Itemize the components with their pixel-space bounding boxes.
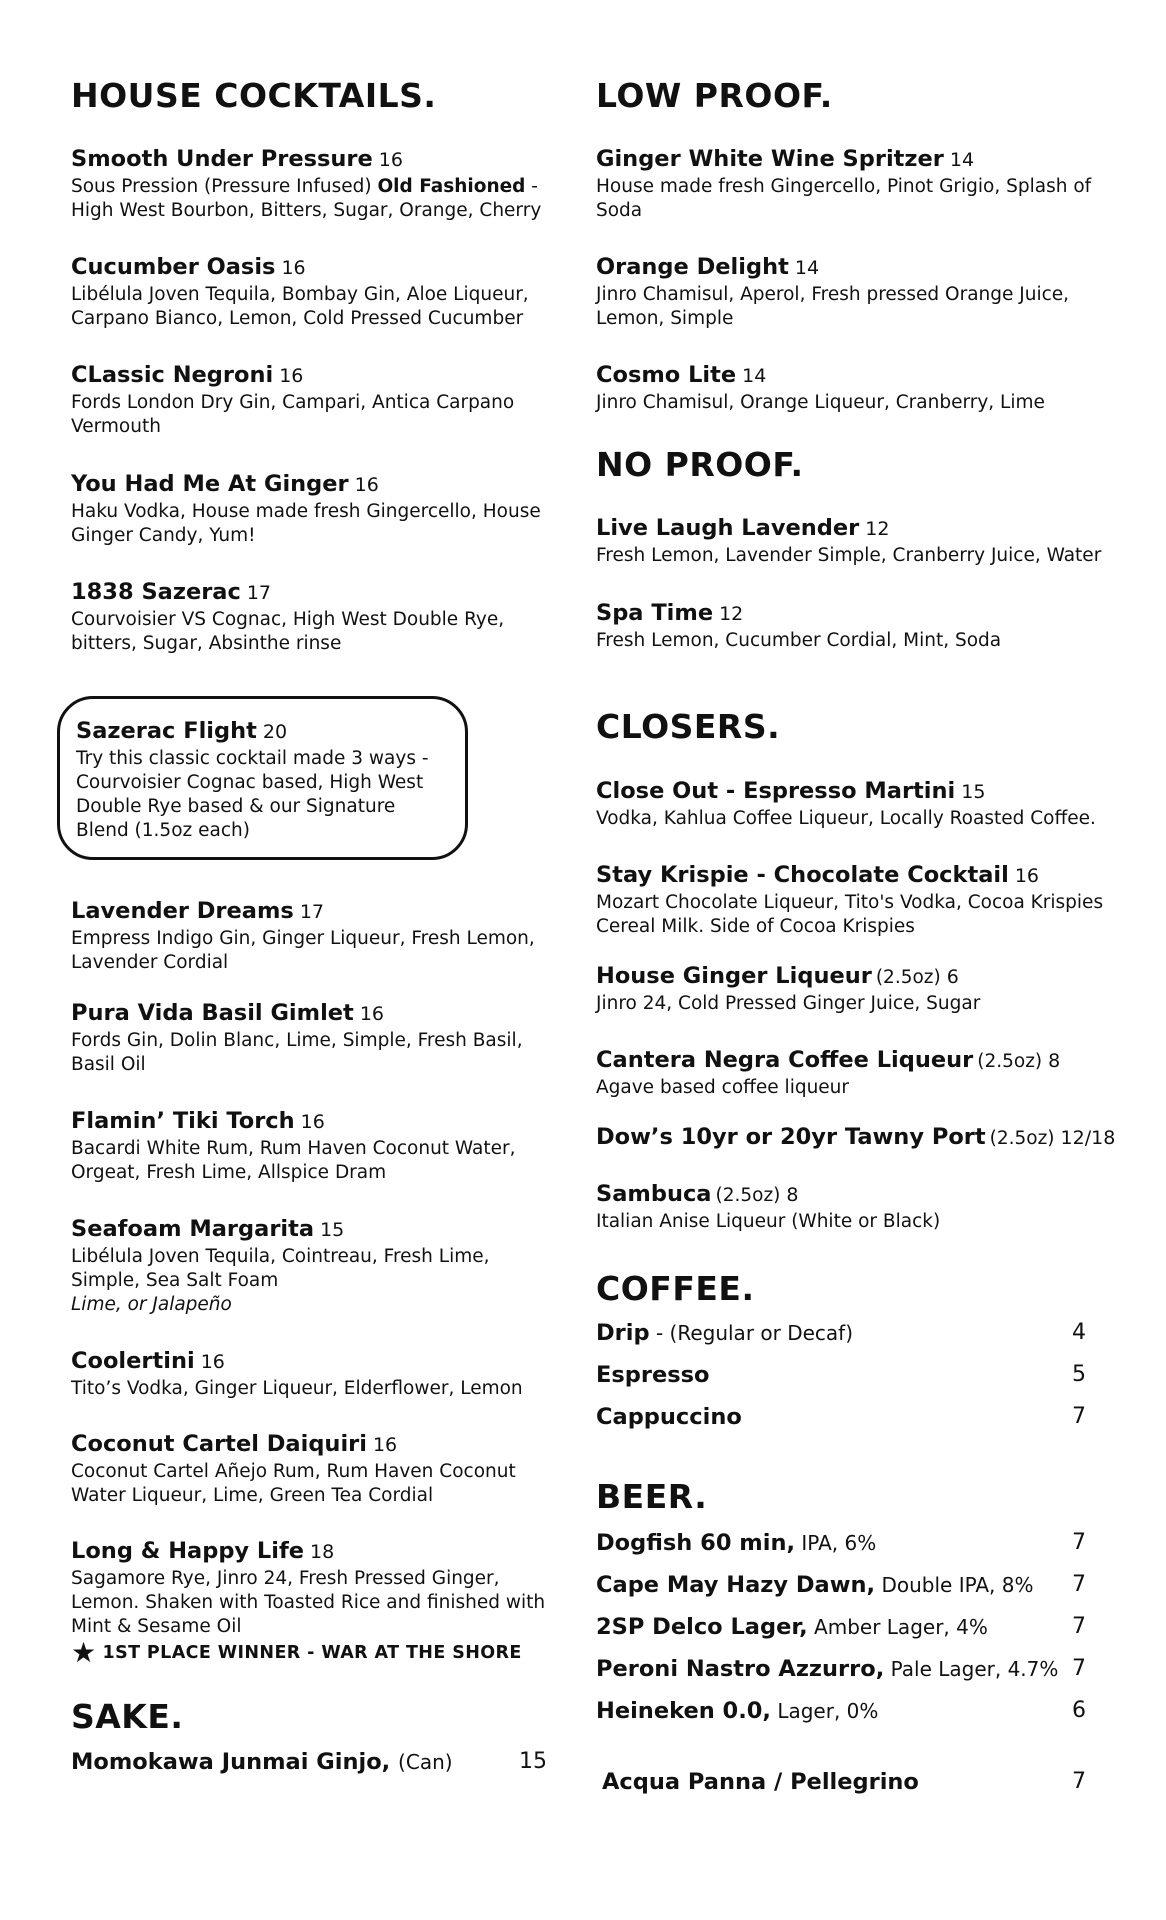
menu-item [596,861,1116,939]
item-size: (2.5oz) [875,967,941,988]
item-price: 17 [299,901,325,923]
item-description: Vodka, Kahlua Coffee Liqueur, Locally Roasted Coffee. [596,808,1096,829]
item-price: 7 [1072,1769,1086,1794]
menu-item [71,1537,561,1669]
item-price: 16 [300,1111,325,1133]
item-price: 7 [1072,1572,1086,1597]
award-line [71,1636,561,1669]
item-price: 7 [1072,1404,1086,1429]
item-name: Cappuccino [596,1404,742,1430]
menu-item [596,962,1116,1016]
section-heading-no-proof: NO PROOF. [596,445,804,484]
item-name: Acqua Panna / Pellegrino [602,1769,919,1795]
item-price: 16 [372,1434,398,1456]
item-name: Peroni Nastro Azzurro, [596,1656,885,1682]
item-name: Live Laugh Lavender [596,515,860,541]
section-heading-coffee: COFFEE. [596,1269,755,1308]
item-size: (2.5oz) [989,1128,1055,1149]
item-name: Cantera Negra Coffee Liqueur [596,1047,974,1073]
item-price: 12 [865,518,890,540]
menu-item [596,514,1116,568]
sazerac-flight-box [57,696,468,860]
item-size: (2.5oz) [715,1185,781,1206]
item-price: 6 [946,966,959,988]
item-description: Empress Indigo Gin, Ginger Liqueur, Fresh Lemon, Lavender Cordial [71,928,535,973]
item-detail: Amber Lager, 4% [807,1615,988,1639]
menu-item [596,361,1116,415]
item-price: 15 [320,1219,345,1241]
section-heading-sake: SAKE. [71,1697,184,1736]
menu-item [71,361,551,439]
menu-row [596,1320,1086,1350]
item-description: Haku Vodka, House made fresh Gingercello, House Ginger Candy, Yum! [71,501,541,546]
menu-row [596,1698,1086,1728]
item-price: 17 [246,582,272,604]
item-description: Sagamore Rye, Jinro 24, Fresh Pressed Ginger, Lemon. Shaken with Toasted Rice and finished with Mint & Sesame Oil [71,1568,546,1637]
menu-item [596,1180,1116,1234]
menu-item [71,897,551,975]
item-name: Heineken 0.0, [596,1698,771,1724]
item-price: 14 [794,257,820,279]
item-name: Coolertini [71,1348,195,1374]
item-detail: - (Regular or Decaf) [649,1321,854,1345]
menu-item [71,470,551,548]
item-description: Fords Gin, Dolin Blanc, Lime, Simple, Fresh Basil, Basil Oil [71,1030,523,1075]
item-detail: IPA, 6% [795,1531,877,1555]
item-size: (2.5oz) [977,1051,1043,1072]
item-price: 16 [200,1351,225,1373]
item-name: Sambuca [596,1181,712,1207]
menu-row [596,1362,1086,1392]
item-note: Lime, or Jalapeño [71,1294,232,1315]
item-price: 7 [1072,1530,1086,1555]
item-description: Libélula Joven Tequila, Bombay Gin, Aloe Liqueur, Carpano Bianco, Lemon, Cold Pressed Cucumber [71,284,529,329]
menu-item [596,1046,1116,1100]
item-name: Close Out - Espresso Martini [596,778,956,804]
menu-item [71,1215,551,1317]
item-name: CLassic Negroni [71,362,274,388]
item-detail: Pale Lager, 4.7% [884,1657,1059,1681]
item-name: Ginger White Wine Spritzer [596,146,944,172]
award-text: 1ST PLACE WINNER - WAR AT THE SHORE [102,1643,522,1663]
menu-item [596,1123,1116,1153]
section-heading-closers: CLOSERS. [596,707,781,746]
star-icon: ★ [71,1636,97,1669]
item-price: 7 [1072,1614,1086,1639]
item-name: You Had Me At Ginger [71,471,349,497]
item-description: Fresh Lemon, Cucumber Cordial, Mint, Soda [596,630,1002,651]
item-detail: Double IPA, 8% [875,1573,1034,1597]
item-description: Sous Pression (Pressure Infused) Old Fashioned - High West Bourbon, Bitters, Sugar, Orange, Cherry [71,176,542,221]
item-description: Courvoisier VS Cognac, High West Double Rye, bitters, Sugar, Absinthe rinse [71,609,505,654]
menu-row [596,1614,1086,1644]
item-description: Mozart Chocolate Liqueur, Tito's Vodka, Cocoa Krispies Cereal Milk. Side of Cocoa Krispies [596,892,1104,937]
menu-item [596,253,1116,331]
item-price: 18 [310,1541,335,1563]
menu-row [71,1749,547,1779]
item-price: 16 [354,474,379,496]
menu-item [596,599,1116,653]
menu-item [71,999,551,1077]
menu-row [596,1404,1086,1434]
item-name: Spa Time [596,600,714,626]
item-name: Dow’s 10yr or 20yr Tawny Port [596,1124,986,1150]
item-name: House Ginger Liqueur [596,963,872,989]
item-name: Orange Delight [596,254,789,280]
menu-item [71,1107,551,1185]
item-price: 12/18 [1060,1127,1116,1149]
item-price: 15 [519,1749,547,1774]
menu-item [596,777,1116,831]
section-heading-beer: BEER. [596,1477,708,1516]
item-name: Dogfish 60 min, [596,1530,796,1556]
item-name: Smooth Under Pressure [71,146,373,172]
item-name: 2SP Delco Lager, [596,1614,808,1640]
item-description: Coconut Cartel Añejo Rum, Rum Haven Coconut Water Liqueur, Lime, Green Tea Cordial [71,1461,516,1506]
section-heading-house-cocktails: HOUSE COCKTAILS. [71,76,437,115]
item-name: Stay Krispie - Chocolate Cocktail [596,862,1009,888]
item-price: 14 [949,149,975,171]
item-name: Cucumber Oasis [71,254,276,280]
item-name: Sazerac Flight [76,718,257,744]
item-description: Libélula Joven Tequila, Cointreau, Fresh Lime, Simple, Sea Salt Foam [71,1246,490,1291]
item-description: Try this classic cocktail made 3 ways - Courvoisier Cognac based, High West Double Rye based & our Signature Blend (1.5oz each) [76,748,429,841]
item-name: Coconut Cartel Daiquiri [71,1431,367,1457]
section-heading-low-proof: LOW PROOF. [596,76,833,115]
item-name: Long & Happy Life [71,1538,305,1564]
item-description: Bacardi White Rum, Rum Haven Coconut Water, Orgeat, Fresh Lime, Allspice Dram [71,1138,516,1183]
item-description: Fords London Dry Gin, Campari, Antica Carpano Vermouth [71,392,515,437]
item-description: Tito’s Vodka, Ginger Liqueur, Elderflower, Lemon [71,1378,523,1399]
menu-item [71,1430,551,1508]
menu-item [71,253,551,331]
item-description: Jinro 24, Cold Pressed Ginger Juice, Sugar [596,993,981,1014]
item-detail: (Can) [398,1750,453,1774]
item-name: Pura Vida Basil Gimlet [71,1000,354,1026]
item-name: Lavender Dreams [71,898,294,924]
item-description: Jinro Chamisul, Orange Liqueur, Cranberry, Lime [596,392,1045,413]
item-name: Seafoam Margarita [71,1216,315,1242]
item-name: Cape May Hazy Dawn, [596,1572,876,1598]
menu-row [596,1656,1086,1686]
menu-item [596,145,1116,223]
menu-item [71,145,551,223]
item-name: Drip [596,1320,650,1346]
item-price: 12 [719,603,744,625]
menu-row [596,1572,1086,1602]
item-price: 16 [359,1003,384,1025]
menu-item [71,578,551,656]
item-price: 16 [378,149,403,171]
item-price: 8 [1048,1050,1061,1072]
item-price: 6 [1072,1698,1086,1723]
item-description: Italian Anise Liqueur (White or Black) [596,1211,941,1232]
item-name: Cosmo Lite [596,362,737,388]
item-price: 14 [742,365,767,387]
item-name: 1838 Sazerac [71,579,241,605]
item-description: Agave based coffee liqueur [596,1077,850,1098]
menu-row [596,1530,1086,1560]
item-price: 15 [961,781,986,803]
menu-row-water [596,1769,1086,1799]
item-name: Momokawa Junmai Ginjo, [71,1749,391,1775]
item-price: 16 [281,257,306,279]
item-price: 16 [279,365,304,387]
item-price: 7 [1072,1656,1086,1681]
item-description: Jinro Chamisul, Aperol, Fresh pressed Orange Juice, Lemon, Simple [596,284,1070,329]
item-price: 8 [786,1184,799,1206]
menu-item [71,1347,551,1401]
item-price: 5 [1072,1362,1086,1387]
item-price: 16 [1014,865,1040,887]
item-price: 20 [262,721,288,743]
item-description: House made fresh Gingercello, Pinot Grigio, Splash of Soda [596,176,1092,221]
item-price: 4 [1072,1320,1086,1345]
item-description: Fresh Lemon, Lavender Simple, Cranberry Juice, Water [596,545,1102,566]
item-name: Espresso [596,1362,710,1388]
item-detail: Lager, 0% [770,1699,879,1723]
item-name: Flamin’ Tiki Torch [71,1108,295,1134]
